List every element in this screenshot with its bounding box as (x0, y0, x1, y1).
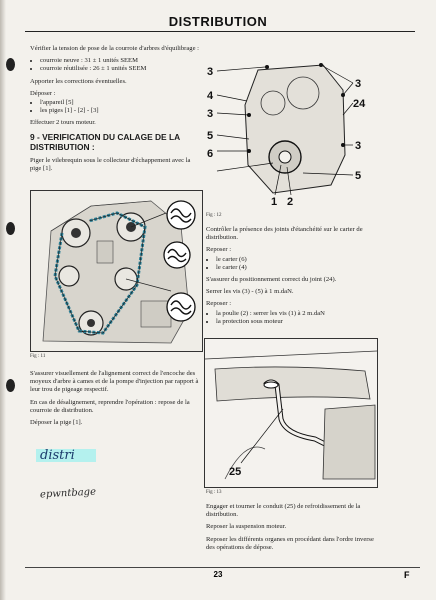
callout-label: 4 (207, 90, 214, 102)
callout-label: 25 (229, 466, 242, 478)
controler-text: Contrôler la présence des joints d'étanchéité sur le carter de distribution. (206, 226, 363, 242)
reposer-list-2 (206, 310, 378, 326)
callout-label: 2 (287, 196, 294, 208)
footer-letter: F (404, 570, 410, 580)
left-column-bottom (30, 370, 202, 431)
page-number: 23 (213, 570, 223, 579)
list-item: • courroie neuve : 31 ± 1 unités SEEM (40, 57, 202, 65)
remove-pin-text: Déposer la pige [1]. (30, 419, 83, 427)
cooling-duct-diagram (205, 339, 377, 487)
right-column-middle (206, 226, 378, 330)
alignment-text: S'assurer visuellement de l'alignement correct de l'encoche des moyeux d'arbre à cames et de la pompe d'injection par rapport à leur trou de pigeage respectif. (30, 370, 199, 394)
reposer-label-2: Reposer : (206, 300, 232, 308)
list-item: • les piges [1] - [2] - [3] (40, 107, 202, 115)
page-edge-shadow (0, 0, 6, 600)
figure-13-illustration (204, 338, 378, 488)
piger-text: Piger le vilebrequin sous le collecteur d'échappement avec la pige [1]. (30, 156, 191, 172)
figure-11-illustration (30, 190, 203, 352)
callout-label: 5 (355, 170, 362, 182)
figure-12-caption: Fig : 12 (206, 213, 222, 218)
figure-13-caption: Fig : 13 (206, 490, 222, 495)
callout-label: 1 (271, 196, 278, 208)
tension-list (30, 57, 202, 73)
reposer-label: Reposer : (206, 246, 232, 254)
footer-divider (25, 567, 420, 568)
binder-hole (6, 58, 15, 71)
timing-belt-diagram (31, 191, 202, 351)
corrections-text: Apporter les corrections éventuelles. (30, 77, 127, 85)
figure-11-caption: Fig : 11 (30, 354, 46, 359)
list-item: • le carter (4) (216, 264, 378, 272)
handwritten-note: distri (40, 448, 75, 463)
page-title: DISTRIBUTION (168, 14, 268, 29)
suspension-text: Reposer la suspension moteur. (206, 523, 287, 531)
list-item: • l'appareil [5] (40, 99, 202, 107)
list-item: • le carter (6) (216, 256, 378, 264)
differents-text: Reposer les différents organes en procédant dans l'ordre inverse des opérations de dépose. (206, 535, 374, 551)
callout-label: 6 (207, 148, 214, 160)
joint-text: S'assurer du positionnement correct du joint (24). (206, 276, 337, 284)
callout-label: 3 (355, 140, 362, 152)
section-heading: 9 - VERIFICATION DU CALAGE DE LA DISTRIBUTION : (30, 131, 180, 152)
deposer-list (30, 99, 202, 115)
effectuer-text: Effectuer 2 tours moteur. (30, 119, 96, 127)
binder-hole (6, 222, 15, 235)
serrer-text: Serrer les vis (3) - (5) à 1 m.daN. (206, 288, 294, 296)
list-item: • la protection sous moteur (216, 318, 378, 326)
reposer-list (206, 256, 378, 272)
left-column-top (30, 45, 202, 177)
right-column-bottom (206, 503, 378, 556)
callout-label: 5 (207, 130, 214, 142)
misalignment-text: En cas de désalignement, reprendre l'opération : repose de la courroie de distribution. (30, 398, 190, 414)
callout-label: 3 (355, 78, 362, 90)
intro-text: Vérifier la tension de pose de la courroie d'arbres d'équilibrage : (30, 45, 199, 52)
list-item: • la poulie (2) : serrer les vis (1) à 2 m.daN (216, 310, 378, 318)
engager-text: Engager et tourner le conduit (25) de refroidissement de la distribution. (206, 503, 361, 519)
deposer-label: Déposer : (30, 89, 56, 97)
figure-12-illustration (203, 45, 375, 208)
callout-label: 3 (207, 108, 214, 120)
callout-label: 3 (207, 66, 214, 78)
header-divider (25, 31, 415, 32)
timing-cover-diagram (203, 45, 375, 208)
callout-label: 24 (353, 98, 366, 110)
handwritten-note: epwntbage (39, 486, 97, 501)
binder-hole (6, 379, 15, 392)
list-item: • courroie réutilisée : 26 ± 1 unités SEEM (40, 65, 202, 73)
